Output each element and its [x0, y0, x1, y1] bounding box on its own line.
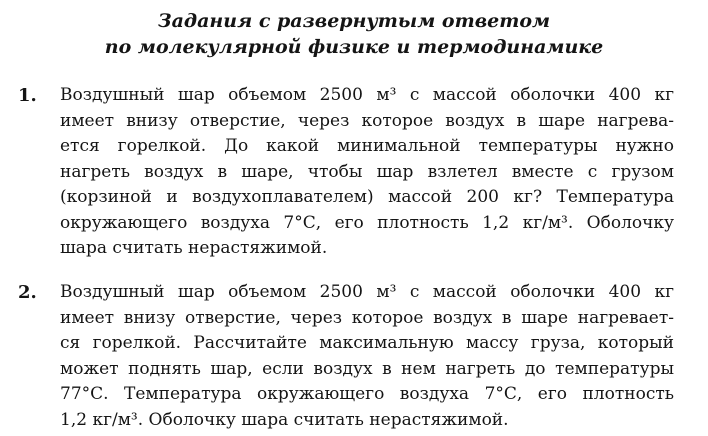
- heading-line-2: по молекулярной физике и термодинамике: [104, 36, 604, 58]
- task-number: 2.: [18, 282, 37, 303]
- task-text-line: нагреть воздух в шаре, чтобы шар взлетел вместе с грузом: [60, 161, 674, 182]
- section-heading: [0, 8, 708, 60]
- task-text-line: ется горелкой. До какой минимальной температуры нужно: [60, 136, 674, 156]
- heading-line-1: Задания с развернутым ответом: [157, 10, 551, 32]
- task-text-line: (корзиной и воздухоплавателем) массой 200 кг? Температура: [60, 187, 674, 207]
- task-text: [60, 83, 674, 262]
- task-text-line: Воздушный шар объемом 2500 м³ с массой оболочки 400 кг: [60, 282, 674, 302]
- task-text: [60, 280, 674, 433]
- task-text-line: имеет внизу отверстие, через которое воздух в шаре нагревает-: [60, 307, 674, 328]
- task-text-line: имеет внизу отверстие, через которое воздух в шаре нагрева-: [60, 110, 674, 131]
- task-text-line: Воздушный шар объемом 2500 м³ с массой оболочки 400 кг: [60, 85, 674, 105]
- task-text-line: ся горелкой. Рассчитайте максимальную массу груза, который: [60, 333, 674, 353]
- task-text-line: шара считать нерастяжимой.: [60, 238, 328, 258]
- task-text-line: может поднять шар, если воздух в нем нагреть до температуры: [60, 358, 674, 379]
- task-text-line: 77°С. Температура окружающего воздуха 7°С, его плотность: [60, 384, 674, 404]
- task-text-line: 1,2 кг/м³. Оболочку шара считать нерастяжимой.: [60, 409, 509, 430]
- task-text-line: окружающего воздуха 7°С, его плотность 1,2 кг/м³. Оболочку: [60, 212, 674, 233]
- task-number: 1.: [18, 85, 37, 106]
